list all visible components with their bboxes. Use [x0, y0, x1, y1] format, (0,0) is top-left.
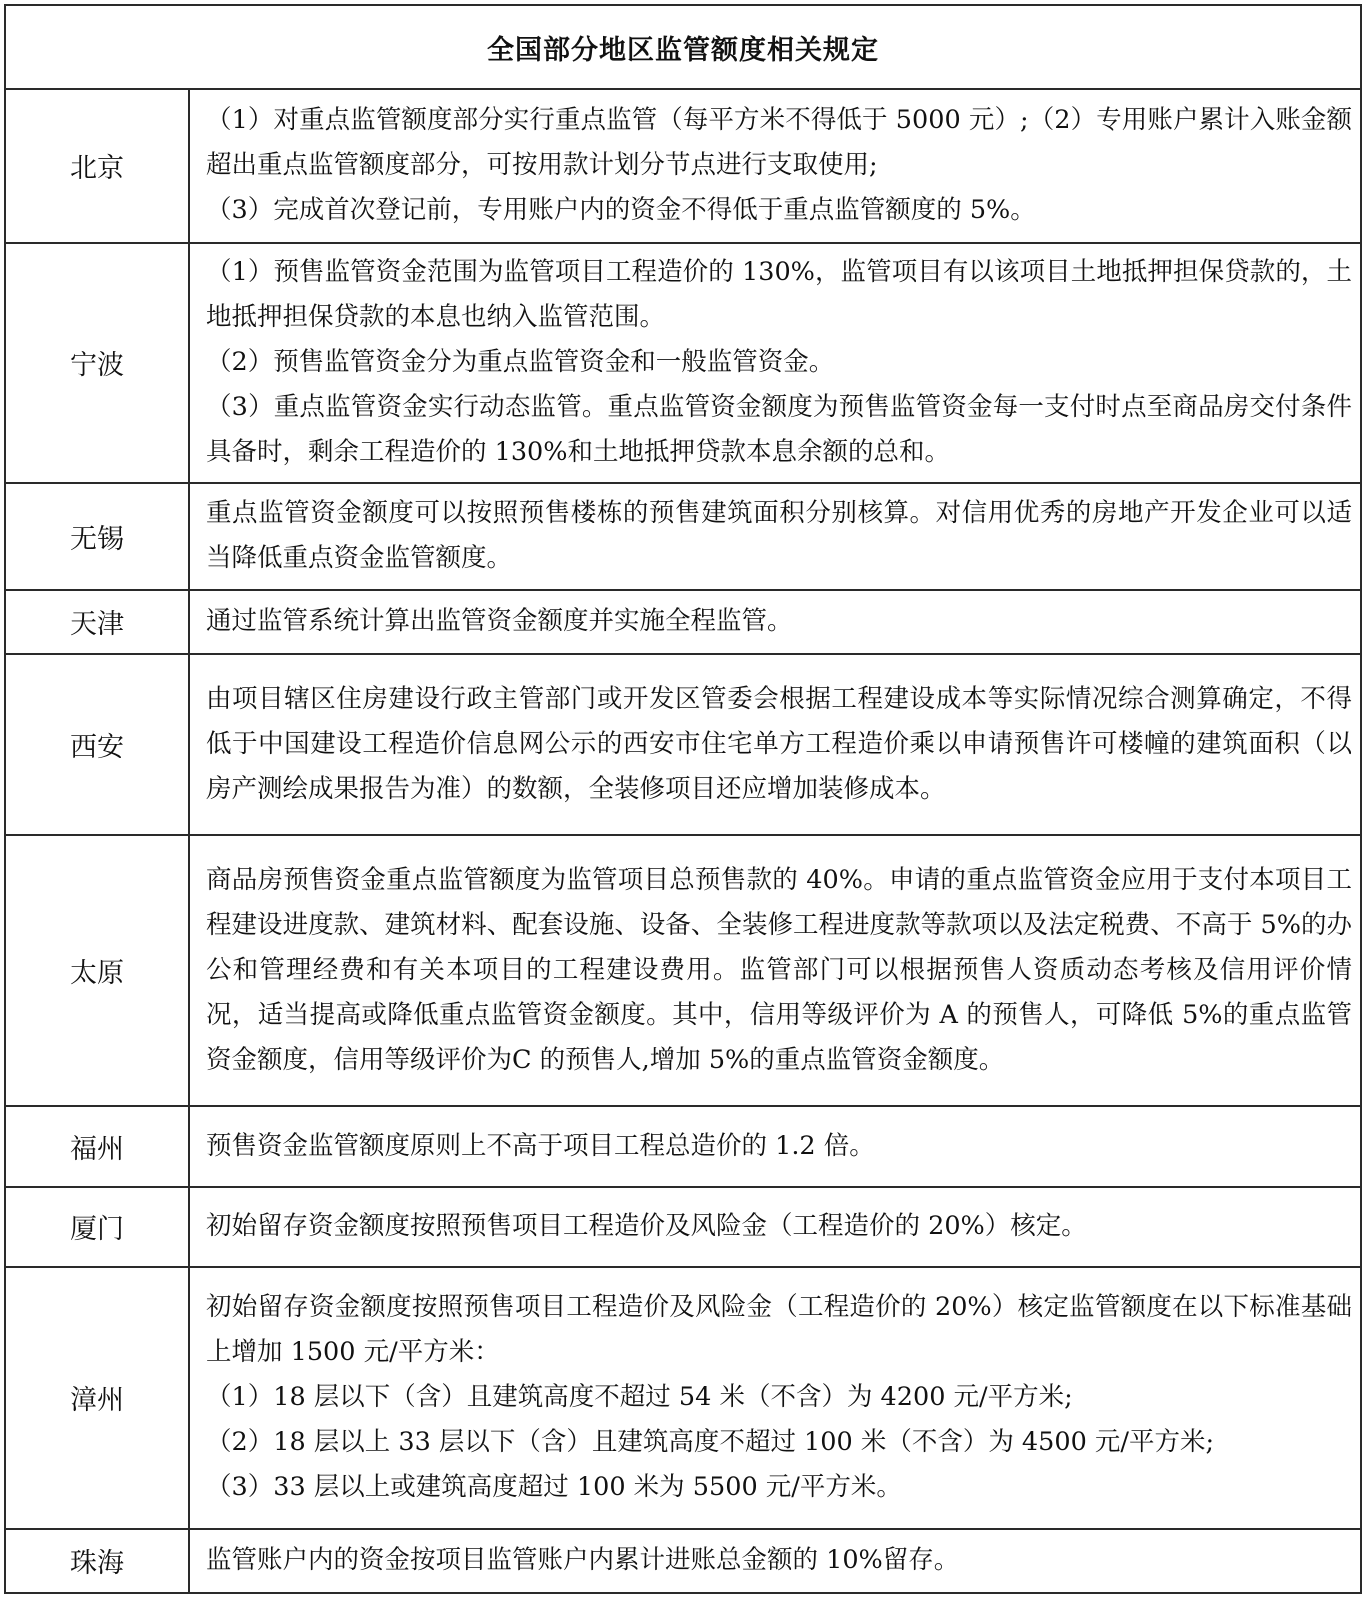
paragraph: （3）重点监管资金实行动态监管。重点监管资金额度为预售监管资金每一支付时点至商品房交付条件具备时，剩余工程造价的 130%和土地抵押贷款本息余额的总和。	[206, 392, 1352, 468]
paragraph: 初始留存资金额度按照预售项目工程造价及风险金（工程造价的 20%）核定。	[206, 1211, 1087, 1242]
city-cell: 太原	[5, 835, 189, 1106]
paragraph: 通过监管系统计算出监管资金额度并实施全程监管。	[206, 606, 793, 637]
city-cell: 宁波	[5, 243, 189, 483]
paragraph: 监管账户内的资金按项目监管账户内累计进账总金额的 10%留存。	[206, 1545, 960, 1576]
city-cell: 福州	[5, 1106, 189, 1186]
table-row	[5, 1267, 1361, 1528]
regulation-text	[189, 1106, 1361, 1186]
paragraph: （1）对重点监管额度部分实行重点监管（每平方米不得低于 5000 元）;（2）专用账户累计入账金额超出重点监管额度部分，可按用款计划分节点进行支取使用;	[206, 105, 1352, 181]
regulation-text	[189, 590, 1361, 654]
regulation-text	[189, 243, 1361, 483]
table-title: 全国部分地区监管额度相关规定	[5, 5, 1361, 89]
paragraph: （1）预售监管资金范围为监管项目工程造价的 130%，监管项目有以该项目土地抵押担保贷款的，土地抵押担保贷款的本息也纳入监管范围。	[206, 257, 1352, 333]
table-row	[5, 654, 1361, 835]
table-title-row	[5, 5, 1361, 89]
paragraph: （2）预售监管资金分为重点监管资金和一般监管资金。	[206, 347, 835, 378]
paragraph: （3）完成首次登记前，专用账户内的资金不得低于重点监管额度的 5%。	[206, 195, 1036, 226]
regulation-table	[4, 4, 1362, 1594]
table-row	[5, 243, 1361, 483]
regulation-text	[189, 835, 1361, 1106]
regulation-text	[189, 1187, 1361, 1267]
city-cell: 厦门	[5, 1187, 189, 1267]
document-page	[4, 4, 1362, 1594]
table-row	[5, 1187, 1361, 1267]
table-row	[5, 1106, 1361, 1186]
paragraph: 由项目辖区住房建设行政主管部门或开发区管委会根据工程建设成本等实际情况综合测算确定，不得低于中国建设工程造价信息网公示的西安市住宅单方工程造价乘以申请预售许可楼幢的建筑面积（以房产测绘成果报告为准）的数额，全装修项目还应增加装修成本。	[206, 683, 1352, 804]
paragraph: 预售资金监管额度原则上不高于项目工程总造价的 1.2 倍。	[206, 1131, 875, 1162]
paragraph: 商品房预售资金重点监管额度为监管项目总预售款的 40%。申请的重点监管资金应用于支付本项目工程建设进度款、建筑材料、配套设施、设备、全装修工程进度款等款项以及法定税费、不高于 5%的办公和管理经费和有关本项目的工程建设费用。监管部门可以根据预售人资质动态考核及信用评价情况，适当提高或降低重点监管资金额度。其中，信用等级评价为 A 的预售人，可降低 5%的重点监管资金额度，信用等级评价为C 的预售人,增加 5%的重点监管资金额度。	[206, 865, 1352, 1076]
table-row	[5, 1529, 1361, 1593]
regulation-text	[189, 89, 1361, 243]
city-cell: 漳州	[5, 1267, 189, 1528]
table-row	[5, 590, 1361, 654]
table-row	[5, 835, 1361, 1106]
paragraph: 重点监管资金额度可以按照预售楼栋的预售建筑面积分别核算。对信用优秀的房地产开发企业可以适当降低重点资金监管额度。	[206, 498, 1352, 574]
city-cell: 西安	[5, 654, 189, 835]
city-cell: 无锡	[5, 483, 189, 590]
table-row	[5, 483, 1361, 590]
paragraph: （3）33 层以上或建筑高度超过 100 米为 5500 元/平方米。	[206, 1472, 902, 1503]
city-cell: 珠海	[5, 1529, 189, 1593]
regulation-text	[189, 483, 1361, 590]
city-cell: 北京	[5, 89, 189, 243]
regulation-text	[189, 1267, 1361, 1528]
paragraph: 初始留存资金额度按照预售项目工程造价及风险金（工程造价的 20%）核定监管额度在以下标准基础上增加 1500 元/平方米：	[206, 1292, 1352, 1368]
paragraph: （2）18 层以上 33 层以下（含）且建筑高度不超过 100 米（不含）为 4500 元/平方米;	[206, 1427, 1215, 1458]
regulation-text	[189, 1529, 1361, 1593]
table-row	[5, 89, 1361, 243]
city-cell: 天津	[5, 590, 189, 654]
paragraph: （1）18 层以下（含）且建筑高度不超过 54 米（不含）为 4200 元/平方米;	[206, 1382, 1073, 1413]
regulation-text	[189, 654, 1361, 835]
